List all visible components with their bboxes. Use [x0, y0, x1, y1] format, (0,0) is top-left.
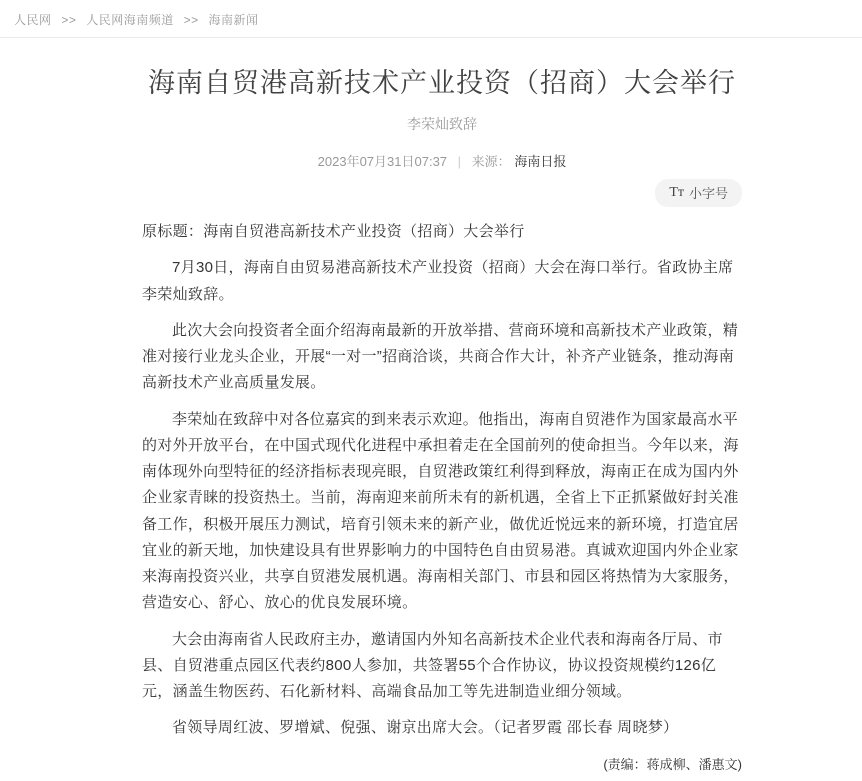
original-title-line: 原标题：海南自贸港高新技术产业投资（招商）大会举行	[142, 223, 525, 241]
breadcrumb-item-hainan-news[interactable]: 海南新闻	[208, 13, 259, 27]
breadcrumb-item-hainan-channel[interactable]: 人民网海南频道	[86, 13, 174, 27]
article-paragraph: 大会由海南省人民政府主办，邀请国内外知名高新技术企业代表和海南各厅局、市县、自贸港重点园区代表约800人参加，共签署55个合作协议，协议投资规模约126亿元，涵盖生物医药、石化新材料、高端食品加工等先进制造业细分领域。	[142, 630, 723, 701]
breadcrumb-separator: >>	[183, 13, 199, 27]
editor-credit: (责编：蒋成柳、潘惠文)	[603, 756, 742, 772]
article-paragraph: 李荣灿在致辞中对各位嘉宾的到来表示欢迎。他指出，海南自贸港作为国家最高水平的对外开放平台，在中国式现代化进程中承担着走在全国前列的使命担当。今年以来，海南体现外向型特征的经济指标表现亮眼，自贸港政策红利得到释放，海南正在成为国内外企业家青睐的投资热土。当前，海南迎来前所未有的新机遇，全省上下正抓紧做好封关准备工作，积极开展压力测试，培育引领未来的新产业，做优近悦远来的新环境，打造宜居宜业的新天地，加快建设具有世界影响力的中国特色自由贸易港。真诚欢迎国内外企业家来海南投资兴业，共享自贸港发展机遇。海南相关部门、市县和园区将热情为大家服务，营造安心、舒心、放心的优良发展环境。	[142, 410, 739, 612]
font-size-label: 小字号	[688, 186, 728, 202]
article-paragraph: 7月30日，海南自由贸易港高新技术产业投资（招商）大会在海口举行。省政协主席李荣灿致辞。	[142, 259, 734, 303]
article-container	[0, 66, 862, 781]
breadcrumb-separator: >>	[61, 13, 77, 27]
breadcrumb	[0, 0, 862, 37]
font-size-icon: Tᴛ	[669, 184, 684, 200]
article-paragraph: 此次大会向投资者全面介绍海南最新的开放举措、营商环境和高新技术产业政策，精准对接行业龙头企业，开展“一对一”招商洽谈，共商合作大计，补齐产业链条，推动海南高新技术产业高质量发展。	[142, 321, 739, 392]
publish-date: 2023年07月31日07:37	[317, 154, 448, 170]
meta-separator: |	[457, 154, 462, 170]
source-name: 海南日报	[514, 154, 567, 170]
source-label: 来源：	[471, 154, 511, 170]
breadcrumb-item-peoples-daily[interactable]: 人民网	[14, 13, 52, 27]
page-title: 海南自贸港高新技术产业投资（招商）大会举行	[148, 68, 736, 98]
article-body	[142, 219, 742, 742]
article-toolbar	[142, 179, 742, 207]
article-meta	[142, 151, 742, 170]
article-subtitle: 李荣灿致辞	[407, 116, 477, 133]
article-paragraph: 省领导周红波、罗增斌、倪强、谢京出席大会。（记者罗霞 邵长春 周晓梦）	[172, 719, 679, 737]
header-divider	[0, 37, 862, 38]
font-size-button[interactable]	[655, 179, 742, 207]
